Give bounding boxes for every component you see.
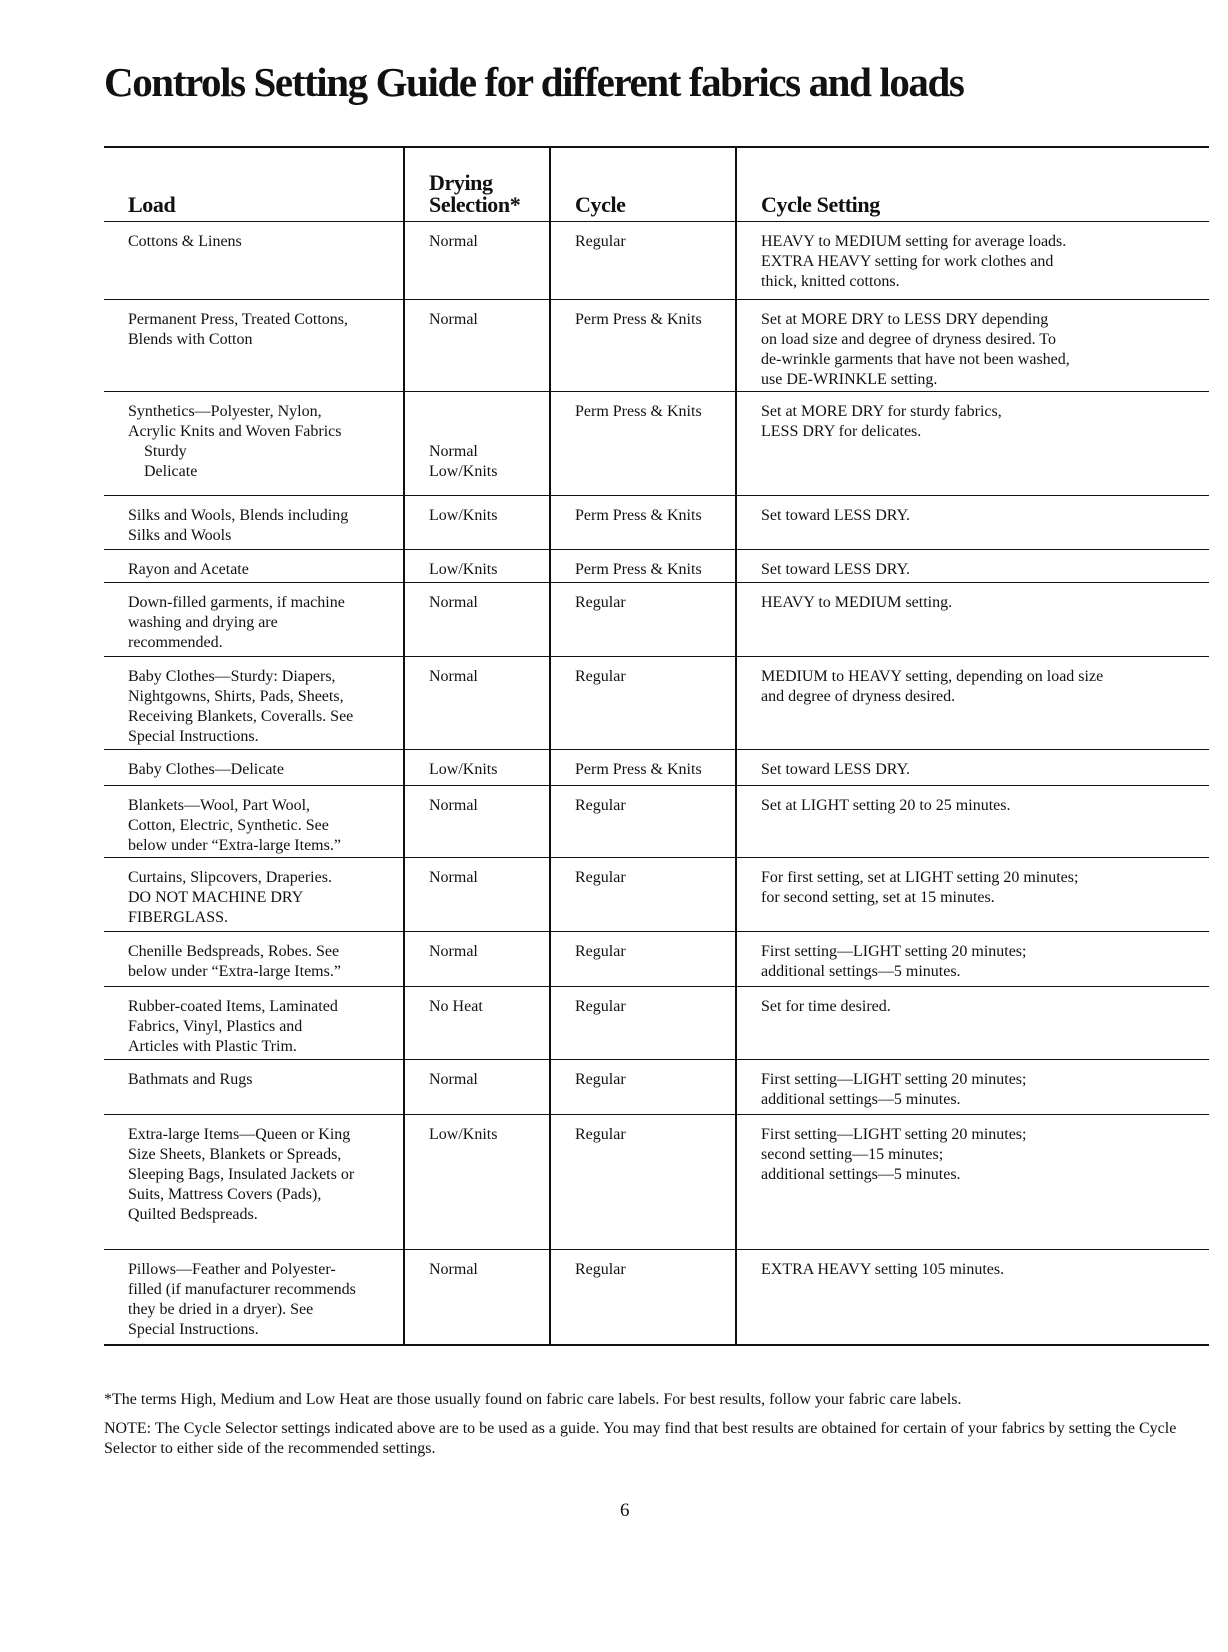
load-text: DO NOT MACHINE DRY bbox=[128, 889, 304, 906]
load-text: FIBERGLASS. bbox=[128, 909, 229, 926]
drying-selection-cell bbox=[404, 550, 550, 583]
load-cell bbox=[104, 1060, 404, 1115]
drying-selection-cell bbox=[404, 300, 550, 392]
drying-selection-value: Normal bbox=[429, 1261, 478, 1278]
drying-selection-value: Normal bbox=[429, 1071, 478, 1088]
load-subtype: Sturdy bbox=[144, 443, 187, 460]
cycle-setting-cell bbox=[736, 222, 1209, 300]
cycle-cell bbox=[550, 987, 736, 1060]
load-text: Receiving Blankets, Coveralls. See bbox=[128, 708, 354, 725]
cycle-value: Regular bbox=[575, 668, 626, 685]
cycle-setting-text: For first setting, set at LIGHT setting 20 minutes; bbox=[761, 869, 1079, 886]
cycle-value: Perm Press & Knits bbox=[575, 403, 702, 420]
cycle-cell bbox=[550, 932, 736, 987]
load-text: Cottons & Linens bbox=[128, 233, 242, 250]
cycle-value: Regular bbox=[575, 797, 626, 814]
load-text: Pillows—Feather and Polyester- bbox=[128, 1261, 336, 1278]
drying-selection-cell bbox=[404, 496, 550, 550]
header-drying-selection bbox=[404, 147, 550, 222]
drying-selection-cell bbox=[404, 392, 550, 496]
cycle-value: Regular bbox=[575, 998, 626, 1015]
cycle-setting-cell bbox=[736, 987, 1209, 1060]
cycle-setting-text: HEAVY to MEDIUM setting for average loads. bbox=[761, 233, 1067, 250]
cycle-setting-text: Set at MORE DRY for sturdy fabrics, bbox=[761, 403, 1002, 420]
load-text: they be dried in a dryer). See bbox=[128, 1301, 314, 1318]
cycle-setting-text: use DE-WRINKLE setting. bbox=[761, 371, 938, 388]
load-cell bbox=[104, 1250, 404, 1345]
drying-selection-value: Low/Knits bbox=[429, 561, 498, 578]
cycle-setting-text: Set for time desired. bbox=[761, 998, 891, 1015]
load-cell bbox=[104, 583, 404, 657]
table-row bbox=[104, 932, 1209, 987]
cycle-value: Perm Press & Knits bbox=[575, 561, 702, 578]
drying-selection-value: Normal bbox=[429, 797, 478, 814]
cycle-setting-cell bbox=[736, 392, 1209, 496]
cycle-setting-text: EXTRA HEAVY setting for work clothes and bbox=[761, 253, 1054, 270]
table-row bbox=[104, 300, 1209, 392]
load-text: below under “Extra-large Items.” bbox=[128, 837, 341, 854]
load-cell bbox=[104, 657, 404, 750]
drying-selection-value: Low/Knits bbox=[429, 1126, 498, 1143]
load-text: Bathmats and Rugs bbox=[128, 1071, 253, 1088]
drying-selection-cell bbox=[404, 987, 550, 1060]
cycle-value: Regular bbox=[575, 594, 626, 611]
load-text: filled (if manufacturer recommends bbox=[128, 1281, 356, 1298]
header-cycle: Cycle bbox=[550, 147, 736, 222]
header-cycle-setting: Cycle Setting bbox=[736, 147, 1209, 222]
load-text: Synthetics—Polyester, Nylon, bbox=[128, 403, 322, 420]
load-text: Curtains, Slipcovers, Draperies. bbox=[128, 869, 332, 886]
table-header-row bbox=[104, 147, 1209, 222]
cycle-setting-text: EXTRA HEAVY setting 105 minutes. bbox=[761, 1261, 1005, 1278]
drying-selection-cell bbox=[404, 858, 550, 932]
drying-selection-cell bbox=[404, 1060, 550, 1115]
cycle-setting-text: second setting—15 minutes; bbox=[761, 1146, 944, 1163]
drying-selection-value: Low/Knits bbox=[429, 507, 498, 524]
cycle-cell bbox=[550, 222, 736, 300]
table-row bbox=[104, 858, 1209, 932]
cycle-value: Perm Press & Knits bbox=[575, 311, 702, 328]
drying-selection-value: Normal bbox=[429, 668, 478, 685]
cycle-value: Regular bbox=[575, 233, 626, 250]
cycle-setting-text: LESS DRY for delicates. bbox=[761, 423, 922, 440]
cycle-setting-text: First setting—LIGHT setting 20 minutes; bbox=[761, 1071, 1027, 1088]
load-text: Extra-large Items—Queen or King bbox=[128, 1126, 351, 1143]
cycle-cell bbox=[550, 583, 736, 657]
drying-selection-value: No Heat bbox=[429, 998, 483, 1015]
table-row bbox=[104, 657, 1209, 750]
load-text: recommended. bbox=[128, 634, 223, 651]
table-row bbox=[104, 222, 1209, 300]
header-load: Load bbox=[128, 192, 176, 217]
cycle-cell bbox=[550, 392, 736, 496]
cycle-cell bbox=[550, 300, 736, 392]
cycle-setting-cell bbox=[736, 583, 1209, 657]
cycle-setting-text: Set at LIGHT setting 20 to 25 minutes. bbox=[761, 797, 1011, 814]
cycle-cell bbox=[550, 858, 736, 932]
drying-selection-cell bbox=[404, 583, 550, 657]
cycle-setting-cell bbox=[736, 1115, 1209, 1250]
load-text: Baby Clothes—Delicate bbox=[128, 761, 284, 778]
cycle-setting-text: additional settings—5 minutes. bbox=[761, 1166, 961, 1183]
drying-selection-value: Normal bbox=[429, 233, 478, 250]
load-cell bbox=[104, 1115, 404, 1250]
cycle-setting-text: Set toward LESS DRY. bbox=[761, 561, 911, 578]
cycle-setting-cell bbox=[736, 858, 1209, 932]
cycle-setting-cell bbox=[736, 750, 1209, 786]
load-text: Permanent Press, Treated Cottons, bbox=[128, 311, 348, 328]
load-cell bbox=[104, 858, 404, 932]
table-row bbox=[104, 392, 1209, 496]
drying-selection-value: Normal bbox=[429, 443, 478, 460]
cycle-setting-text: thick, knitted cottons. bbox=[761, 273, 900, 290]
table-row bbox=[104, 550, 1209, 583]
load-cell bbox=[104, 932, 404, 987]
drying-selection-cell bbox=[404, 1250, 550, 1345]
cycle-cell bbox=[550, 786, 736, 858]
cycle-cell bbox=[550, 550, 736, 583]
load-cell bbox=[104, 750, 404, 786]
table-row bbox=[104, 496, 1209, 550]
cycle-cell bbox=[550, 750, 736, 786]
load-text: Quilted Bedspreads. bbox=[128, 1206, 258, 1223]
table-row bbox=[104, 1250, 1209, 1345]
drying-selection-cell bbox=[404, 786, 550, 858]
load-text: Blankets—Wool, Part Wool, bbox=[128, 797, 311, 814]
load-cell bbox=[104, 300, 404, 392]
cycle-setting-text: on load size and degree of dryness desired. To bbox=[761, 331, 1056, 348]
page-number: 6 bbox=[620, 1500, 630, 1521]
cycle-setting-text: First setting—LIGHT setting 20 minutes; bbox=[761, 1126, 1027, 1143]
cycle-cell bbox=[550, 1115, 736, 1250]
load-text: Baby Clothes—Sturdy: Diapers, bbox=[128, 668, 336, 685]
load-text: Blends with Cotton bbox=[128, 331, 253, 348]
load-text: Cotton, Electric, Synthetic. See bbox=[128, 817, 329, 834]
cycle-value: Regular bbox=[575, 869, 626, 886]
drying-selection-cell bbox=[404, 932, 550, 987]
load-cell bbox=[104, 550, 404, 583]
header-drying-line-1: Drying bbox=[429, 170, 493, 195]
cycle-setting-text: additional settings—5 minutes. bbox=[761, 963, 961, 980]
load-cell bbox=[104, 987, 404, 1060]
page-title: Controls Setting Guide for different fabrics and loads bbox=[104, 59, 964, 105]
drying-selection-cell bbox=[404, 1115, 550, 1250]
controls-setting-table bbox=[104, 146, 1209, 1346]
cycle-setting-text: for second setting, set at 15 minutes. bbox=[761, 889, 995, 906]
cycle-setting-text: Set toward LESS DRY. bbox=[761, 761, 911, 778]
load-text: Size Sheets, Blankets or Spreads, bbox=[128, 1146, 342, 1163]
cycle-setting-text: HEAVY to MEDIUM setting. bbox=[761, 594, 953, 611]
load-text: Rayon and Acetate bbox=[128, 561, 249, 578]
load-cell bbox=[104, 222, 404, 300]
cycle-setting-cell bbox=[736, 932, 1209, 987]
load-text: washing and drying are bbox=[128, 614, 278, 631]
table-row bbox=[104, 1060, 1209, 1115]
load-text: Rubber-coated Items, Laminated bbox=[128, 998, 338, 1015]
load-text: Articles with Plastic Trim. bbox=[128, 1038, 297, 1055]
table-row bbox=[104, 583, 1209, 657]
cycle-value: Regular bbox=[575, 1261, 626, 1278]
drying-selection-cell bbox=[404, 222, 550, 300]
cycle-setting-text: additional settings—5 minutes. bbox=[761, 1091, 961, 1108]
drying-selection-value: Low/Knits bbox=[429, 761, 498, 778]
load-subtype: Delicate bbox=[144, 463, 198, 480]
cycle-setting-text: Set at MORE DRY to LESS DRY depending bbox=[761, 311, 1049, 328]
cycle-value: Regular bbox=[575, 1071, 626, 1088]
header-drying-line-2: Selection* bbox=[429, 192, 521, 217]
cycle-setting-text: and degree of dryness desired. bbox=[761, 688, 956, 705]
load-text: Fabrics, Vinyl, Plastics and bbox=[128, 1018, 303, 1035]
load-text: Chenille Bedspreads, Robes. See bbox=[128, 943, 340, 960]
cycle-cell bbox=[550, 657, 736, 750]
drying-selection-cell bbox=[404, 657, 550, 750]
load-text: Nightgowns, Shirts, Pads, Sheets, bbox=[128, 688, 344, 705]
cycle-value: Perm Press & Knits bbox=[575, 761, 702, 778]
load-cell bbox=[104, 392, 404, 496]
cycle-setting-cell bbox=[736, 496, 1209, 550]
load-text: below under “Extra-large Items.” bbox=[128, 963, 341, 980]
load-text: Special Instructions. bbox=[128, 728, 259, 745]
drying-selection-value: Normal bbox=[429, 869, 478, 886]
load-text: Acrylic Knits and Woven Fabrics bbox=[128, 423, 342, 440]
load-cell bbox=[104, 496, 404, 550]
load-text: Silks and Wools bbox=[128, 527, 232, 544]
footnote: *The terms High, Medium and Low Heat are those usually found on fabric care labels. For best results, follow your fabric care labels. bbox=[104, 1391, 962, 1408]
drying-selection-value: Normal bbox=[429, 594, 478, 611]
cycle-setting-text: de-wrinkle garments that have not been washed, bbox=[761, 351, 1070, 368]
drying-selection-cell bbox=[404, 750, 550, 786]
table-row bbox=[104, 987, 1209, 1060]
load-text: Suits, Mattress Covers (Pads), bbox=[128, 1186, 322, 1203]
cycle-setting-cell bbox=[736, 300, 1209, 392]
cycle-setting-text: First setting—LIGHT setting 20 minutes; bbox=[761, 943, 1027, 960]
table-row bbox=[104, 1115, 1209, 1250]
table-row bbox=[104, 750, 1209, 786]
cycle-setting-cell bbox=[736, 1060, 1209, 1115]
cycle-setting-cell bbox=[736, 1250, 1209, 1345]
cycle-setting-cell bbox=[736, 550, 1209, 583]
drying-selection-value: Normal bbox=[429, 943, 478, 960]
cycle-value: Regular bbox=[575, 943, 626, 960]
table-row bbox=[104, 786, 1209, 858]
cycle-cell bbox=[550, 1060, 736, 1115]
cycle-setting-cell bbox=[736, 786, 1209, 858]
load-cell bbox=[104, 786, 404, 858]
cycle-cell bbox=[550, 1250, 736, 1345]
cycle-value: Perm Press & Knits bbox=[575, 507, 702, 524]
load-text: Special Instructions. bbox=[128, 1321, 259, 1338]
cycle-setting-cell bbox=[736, 657, 1209, 750]
cycle-setting-text: Set toward LESS DRY. bbox=[761, 507, 911, 524]
drying-selection-value: Normal bbox=[429, 311, 478, 328]
cycle-value: Regular bbox=[575, 1126, 626, 1143]
table-body bbox=[104, 222, 1209, 1345]
cycle-cell bbox=[550, 496, 736, 550]
drying-selection-value: Low/Knits bbox=[429, 463, 498, 480]
note: NOTE: The Cycle Selector settings indicated above are to be used as a guide. You may find that best results are obtained for certain of your fabrics by setting the Cycle Selector to either side of the recommended settings. bbox=[104, 1420, 1177, 1457]
load-text: Sleeping Bags, Insulated Jackets or bbox=[128, 1166, 355, 1183]
cycle-setting-text: MEDIUM to HEAVY setting, depending on load size bbox=[761, 668, 1104, 685]
load-text: Down-filled garments, if machine bbox=[128, 594, 345, 611]
load-text: Silks and Wools, Blends including bbox=[128, 507, 349, 524]
